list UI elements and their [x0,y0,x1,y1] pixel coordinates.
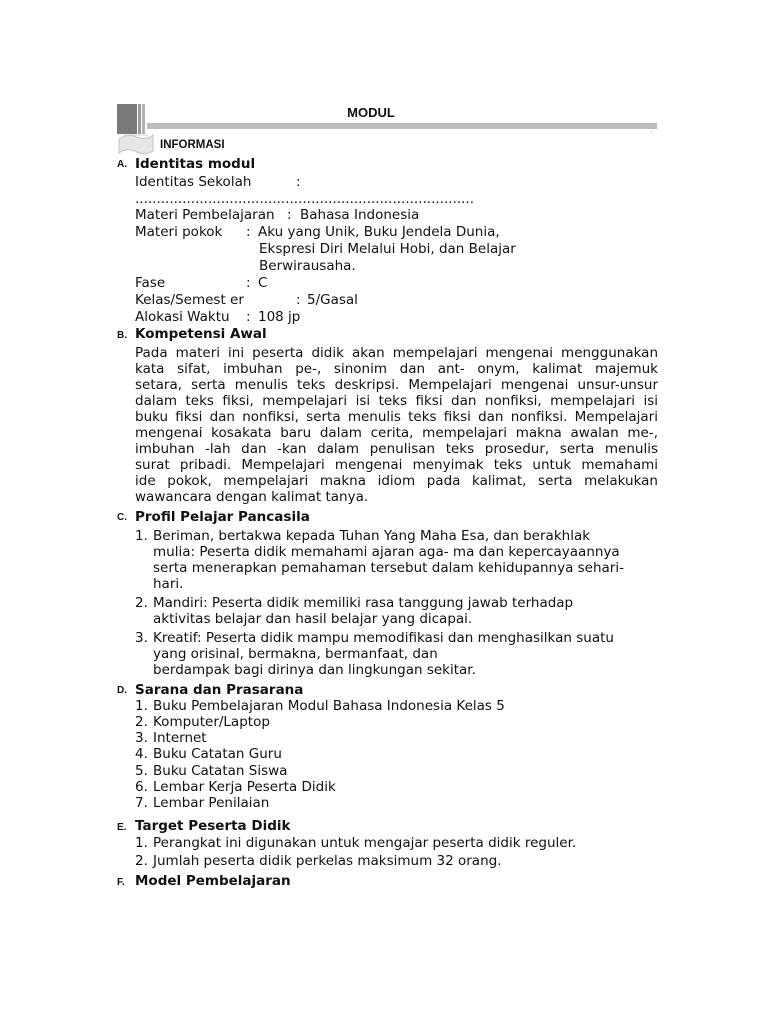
list-item: Internet [153,730,207,746]
list-item: Perangkat ini digunakan untuk mengajar peserta didik reguler. [153,835,577,851]
flag-icon [117,131,155,157]
list-item-line: Mandiri: Peserta didik memiliki rasa tanggung jawab terhadap [153,595,574,611]
section-heading-profil: Profil Pelajar Pancasila [135,509,310,525]
list-number: 7. [135,795,148,811]
pokok-label: Materi pokok [135,224,223,240]
sekolah-dots: ............................................................................... [135,191,475,207]
kelas-colon: : [296,292,301,308]
list-number: 6. [135,779,148,795]
kelas-label: Kelas/Semest er [135,292,244,308]
paragraph-line: kata sifat, imbuhan pe-, sinonim dan ant- onym, kalimat majemuk [135,361,658,377]
section-heading-kompetensi: Kompetensi Awal [135,326,267,342]
paragraph-line: mengenai kosakata baru dalam cerita, mempelajari makna awalan me-, [135,425,658,441]
list-number: 1. [135,698,148,714]
info-label: INFORMASI [160,139,225,151]
section-letter: D. [117,685,127,696]
fase-colon: : [246,275,251,291]
list-number: 3. [135,630,148,646]
alokasi-label: Alokasi Waktu [135,309,230,325]
list-number: 2. [135,853,148,869]
list-item: Buku Catatan Guru [153,746,282,762]
list-item-line: aktivitas belajar dan hasil belajar yang dicapai. [153,611,473,627]
sekolah-colon: : [296,174,301,190]
pokok-value-line: Aku yang Unik, Buku Jendela Dunia, [258,224,500,240]
section-heading-target: Target Peserta Didik [135,818,291,834]
fase-value: C [258,275,268,291]
header-bar [147,123,657,129]
alokasi-colon: : [246,309,251,325]
kompetensi-paragraph [135,345,658,505]
section-heading-model: Model Pembelajaran [135,873,291,889]
paragraph-line: buku fiksi dan nonfiksi, serta menulis teks fiksi dan nonfiksi. Mempelajari [135,409,658,425]
sekolah-label: Identitas Sekolah [135,174,252,190]
pokok-value-line: Ekspresi Diri Melalui Hobi, dan Belajar [259,241,516,257]
list-item: Jumlah peserta didik perkelas maksimum 32 orang. [153,853,502,869]
list-item-line: yang orisinal, bermakna, bermanfaat, dan [153,646,438,662]
list-number: 4. [135,746,148,762]
kelas-value: 5/Gasal [307,292,358,308]
list-number: 2. [135,714,148,730]
list-item: Lembar Kerja Peserta Didik [153,779,336,795]
paragraph-line: surat pribadi. Mempelajari mengenai menyimak teks untuk memahami [135,457,658,473]
paragraph-line: Pada materi ini peserta didik akan mempelajari mengenai menggunakan [135,345,658,361]
paragraph-line: wawancara dengan kalimat tanya. [135,489,369,505]
section-heading-identitas: Identitas modul [135,156,256,172]
list-number: 5. [135,763,148,779]
list-item [153,528,624,592]
list-item [153,595,573,627]
paragraph-line: ide pokok, mempelajari makna idiom pada kalimat, serta melakukan [135,473,658,489]
section-letter: B. [117,330,127,341]
list-item-line: Kreatif: Peserta didik mampu memodifikasi dan menghasilkan suatu [153,630,614,646]
section-letter: C. [117,512,127,523]
list-number: 1. [135,528,148,544]
section-heading-sarana: Sarana dan Prasarana [135,682,304,698]
alokasi-value: 108 jp [258,309,301,325]
materi-label: Materi Pembelajaran [135,207,275,223]
list-item-line: berdampak bagi dirinya dan lingkungan sekitar. [153,662,476,678]
pokok-value-line: Berwirausaha. [259,258,356,274]
fase-label: Fase [135,275,166,291]
materi-value: Bahasa Indonesia [300,207,420,223]
list-item-line: serta menerapkan pemahaman tersebut dalam kehidupannya sehari- [153,560,624,576]
list-item [153,630,614,678]
page-title: MODUL [347,105,395,120]
corner-mark: · [650,128,653,137]
book-icon [117,104,145,134]
paragraph-line: imbuhan -lah dan -kan dalam penulisan teks prosedur, serta menulis [135,441,658,457]
list-item: Lembar Penilaian [153,795,270,811]
list-item-line: Beriman, bertakwa kepada Tuhan Yang Maha Esa, dan berakhlak [153,528,591,544]
list-number: 1. [135,835,148,851]
list-item-line: hari. [153,576,184,592]
section-letter: F. [117,877,125,888]
list-item-line: mulia: Peserta didik memahami ajaran aga- ma dan kepercayaannya [153,544,620,560]
list-number: 3. [135,730,148,746]
list-number: 2. [135,595,148,611]
materi-colon: : [287,207,292,223]
pokok-colon: : [246,224,251,240]
list-item: Buku Pembelajaran Modul Bahasa Indonesia Kelas 5 [153,698,505,714]
list-item: Buku Catatan Siswa [153,763,288,779]
paragraph-line: dalam teks fiksi, mempelajari isi teks fiksi dan nonfiksi, mempelajari isi [135,393,658,409]
paragraph-line: setara, serta menulis teks deskripsi. Mempelajari mengenai unsur-unsur [135,377,658,393]
section-letter: A. [117,159,127,170]
list-item: Komputer/Laptop [153,714,270,730]
section-letter: E. [117,822,127,833]
